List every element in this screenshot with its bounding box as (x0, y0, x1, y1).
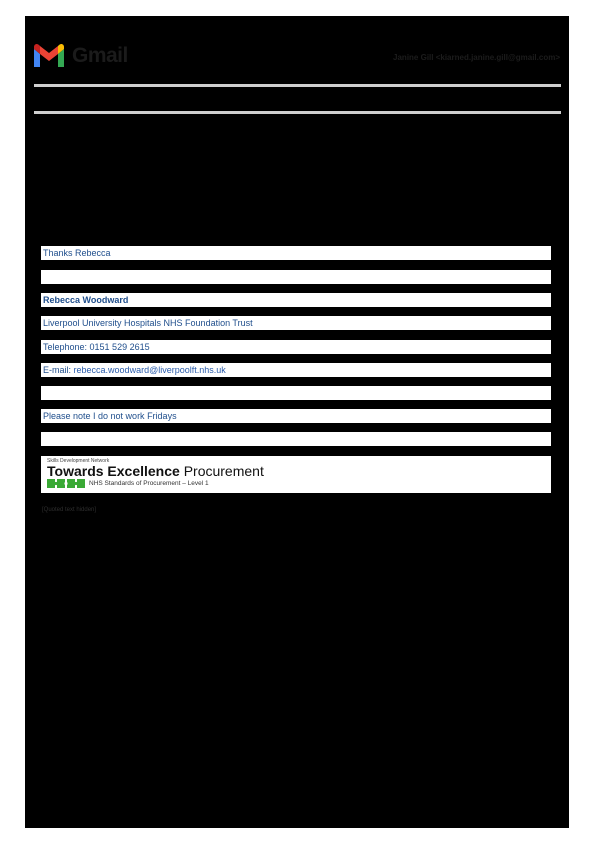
banner-title (47, 463, 264, 479)
signature-blank-line-3 (41, 432, 551, 446)
signature-thanks: Thanks Rebecca (41, 246, 551, 260)
signature-name: Rebecca Woodward (43, 295, 129, 305)
signature-blank-line (41, 270, 551, 284)
banner-title-bold: Towards Excellence (47, 463, 180, 479)
signature-name-line (41, 293, 551, 307)
email-page (25, 16, 569, 828)
subject-divider (34, 111, 561, 114)
gmail-wordmark: Gmail (72, 44, 128, 67)
signature-telephone: Telephone: 0151 529 2615 (41, 340, 551, 354)
signature-email-line (41, 363, 551, 377)
puzzle-blocks-icon (47, 479, 85, 488)
gmail-logo (32, 43, 132, 69)
signature-blank-line-2 (41, 386, 551, 400)
banner-network: Skills Development Network (47, 458, 110, 464)
procurement-banner (41, 456, 551, 493)
sender-address: Janine Gill <kiarned.janine.gill@gmail.com> (393, 53, 560, 62)
signature-organisation: Liverpool University Hospitals NHS Foundation Trust (41, 316, 551, 330)
banner-subtitle: NHS Standards of Procurement – Level 1 (89, 480, 209, 487)
header-divider (34, 84, 561, 87)
gmail-m-icon (32, 43, 66, 69)
email-link[interactable]: rebecca.woodward@liverpoolft.nhs.uk (73, 365, 226, 375)
signature-note: Please note I do not work Fridays (41, 409, 551, 423)
quoted-text-toggle[interactable]: [Quoted text hidden] (42, 507, 97, 513)
email-label: E-mail: (43, 365, 72, 375)
banner-title-rest: Procurement (179, 463, 264, 479)
